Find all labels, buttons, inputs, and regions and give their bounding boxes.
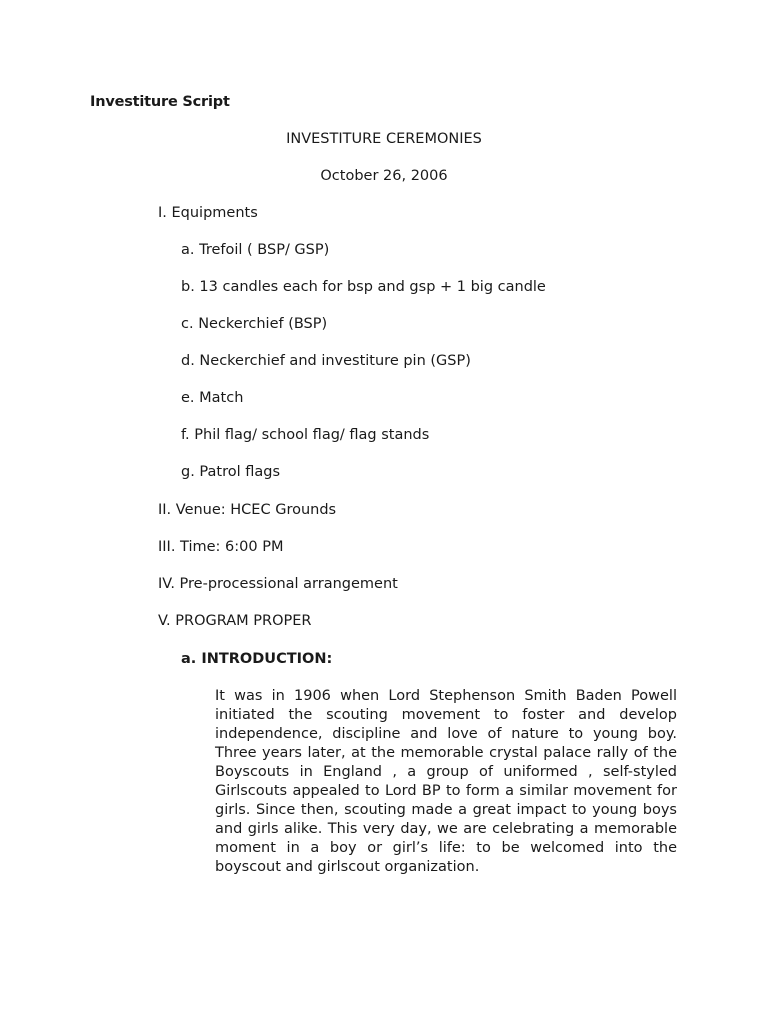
- document-title: Investiture Script: [90, 94, 230, 110]
- section-venue: II. Venue: HCEC Grounds: [158, 502, 337, 518]
- section-time: III. Time: 6:00 PM: [158, 539, 284, 555]
- ceremony-date: October 26, 2006: [320, 168, 448, 184]
- equipment-item-neckerchief-gsp: d. Neckerchief and investiture pin (GSP): [181, 353, 471, 369]
- equipment-item-patrol-flags: g. Patrol flags: [181, 464, 281, 480]
- equipment-item-neckerchief-bsp: c. Neckerchief (BSP): [181, 316, 328, 332]
- section-arrangement: IV. Pre-processional arrangement: [158, 576, 398, 592]
- equipment-item-trefoil: a. Trefoil ( BSP/ GSP): [181, 242, 330, 258]
- section-equipments: I. Equipments: [158, 205, 258, 221]
- equipment-item-flags: f. Phil flag/ school flag/ flag stands: [181, 427, 430, 443]
- section-program-proper: V. PROGRAM PROPER: [158, 613, 312, 629]
- introduction-heading: a. INTRODUCTION:: [181, 651, 333, 667]
- introduction-paragraph: It was in 1906 when Lord Stephenson Smith Baden Powell initiated the scouting movement to foster and develop independence, discipline and love of nature to young boy. Three years later, at the memorable crystal palace rally of the Boyscouts in England , a group of uniformed , self-styled Girlscouts appealed to Lord BP to form a similar movement for girls. Since then, scouting made a great impact to young boys and girls alike. This very day, we are celebrating a memorable moment in a boy or girl’s life: to be welcomed into the boyscout and girlscout organization.: [215, 688, 677, 875]
- equipment-item-match: e. Match: [181, 390, 244, 406]
- ceremony-heading: INVESTITURE CEREMONIES: [286, 131, 482, 147]
- equipment-item-candles: b. 13 candles each for bsp and gsp + 1 big candle: [181, 279, 546, 295]
